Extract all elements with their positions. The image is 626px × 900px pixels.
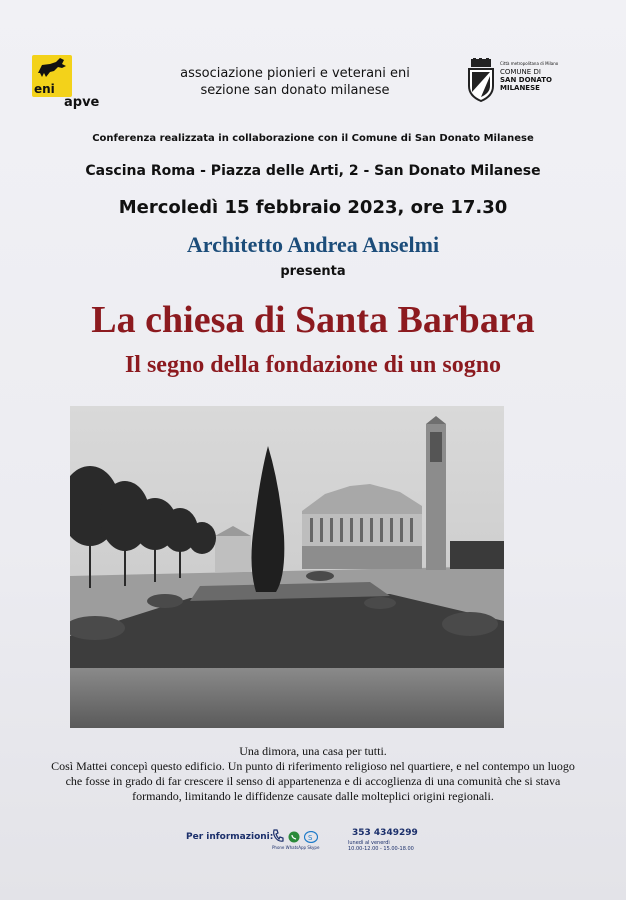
collaboration-note: Conferenza realizzata in collaborazione con il Comune di San Donato Milanese: [92, 133, 534, 144]
event-date: Mercoledì 15 febbraio 2023, ore 17.30: [118, 197, 508, 218]
event-subtitle: Il segno della fondazione di un sogno: [124, 352, 502, 378]
presents-label: presenta: [280, 264, 346, 279]
phone-number: 353 4349299: [352, 828, 418, 838]
comune-line3: MILANESE: [500, 84, 540, 92]
photo-caption: [0, 744, 626, 804]
caption-line-4: formando, limitando le diffidenze causate dalle molteplici origini regionali.: [132, 789, 494, 803]
caption-line-2: Così Mattei concepì questo edificio. Un punto di riferimento religioso nel quartiere, e nel contempo un luogo: [51, 759, 575, 773]
apve-wordmark: apve: [64, 95, 100, 110]
contact-icon-labels: Phone WhatsApp Skype: [272, 845, 320, 850]
comune-label: [500, 60, 570, 92]
office-hours: [348, 840, 428, 852]
info-label: Per informazioni:: [186, 832, 274, 842]
association-section: sezione san donato milanese: [200, 83, 390, 98]
comune-crest-icon: [468, 58, 494, 102]
comune-line1: COMUNE DI: [500, 68, 541, 76]
eni-six-legged-dog-icon: [32, 55, 72, 85]
speaker-name: Architetto Andrea Anselmi: [186, 232, 440, 257]
office-hours-times: 10.00-12.00 - 15.00-18.00: [348, 846, 414, 852]
association-name: associazione pionieri e veterani eni: [180, 66, 410, 81]
event-title: La chiesa di Santa Barbara: [91, 299, 535, 341]
comune-small-text: Città metropolitana di Milano: [500, 61, 559, 66]
office-hours-days: lunedì al venerdì: [348, 840, 390, 846]
eni-wordmark: eni: [34, 82, 55, 96]
comune-line2: SAN DONATO: [500, 76, 552, 84]
caption-line-3: che fosse in grado di far crescere il senso di appartenenza e di accoglienza di una comunità che si stava: [65, 774, 561, 788]
event-venue: Cascina Roma - Piazza delle Arti, 2 - San Donato Milanese: [85, 163, 541, 179]
caption-line-1: Una dimora, una casa per tutti.: [239, 744, 387, 758]
svg-text:S: S: [308, 834, 313, 842]
church-photo: [70, 406, 504, 728]
